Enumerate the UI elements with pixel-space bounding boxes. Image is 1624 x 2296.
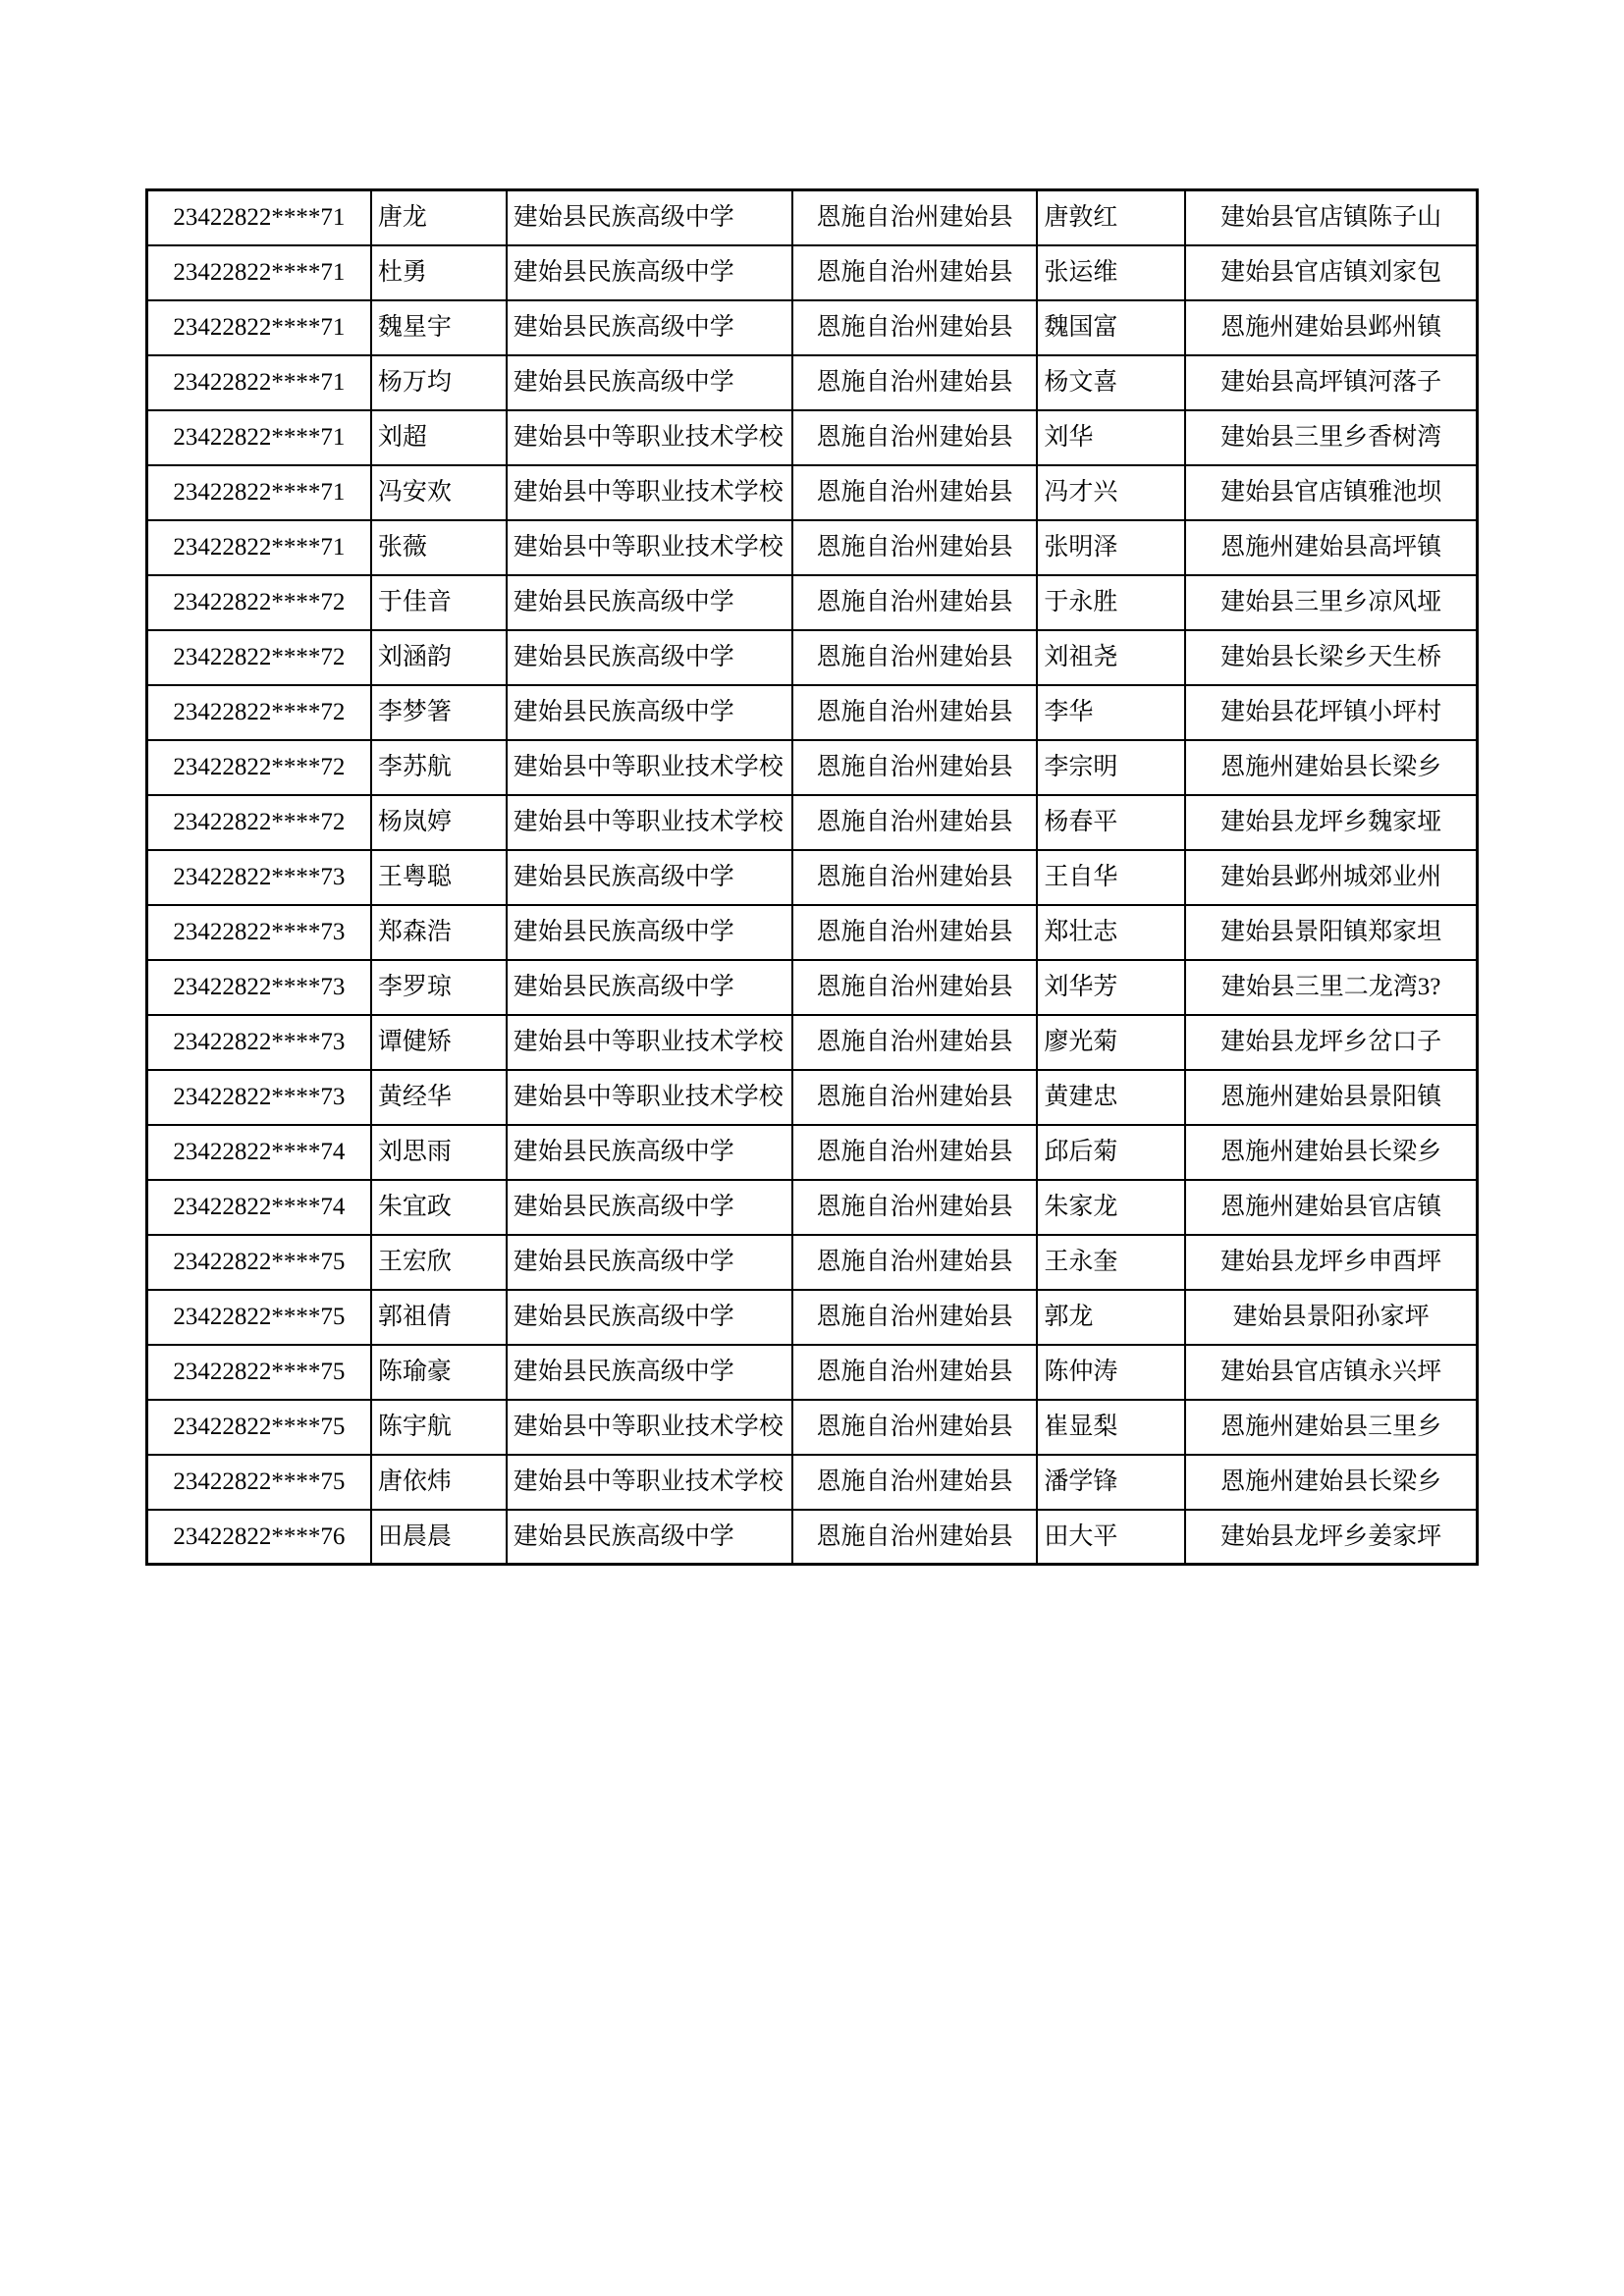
cell-name: 于佳音 (371, 575, 507, 630)
cell-address: 恩施州建始县长梁乡 (1185, 1455, 1477, 1510)
table-row (147, 1455, 1478, 1510)
cell-name: 郑森浩 (371, 905, 507, 960)
cell-name: 魏星宇 (371, 300, 507, 355)
cell-id: 23422822****73 (147, 905, 371, 960)
cell-id: 23422822****72 (147, 740, 371, 795)
cell-name: 刘思雨 (371, 1125, 507, 1180)
roster-table-body (147, 190, 1478, 1565)
table-row (147, 520, 1478, 575)
cell-school: 建始县中等职业技术学校 (507, 795, 792, 850)
cell-school: 建始县民族高级中学 (507, 1125, 792, 1180)
cell-name: 杨岚婷 (371, 795, 507, 850)
cell-school: 建始县民族高级中学 (507, 1290, 792, 1345)
cell-id: 23422822****72 (147, 630, 371, 685)
cell-guardian: 潘学锋 (1037, 1455, 1185, 1510)
cell-name: 王粤聪 (371, 850, 507, 905)
cell-id: 23422822****73 (147, 1015, 371, 1070)
table-row (147, 905, 1478, 960)
table-row (147, 1125, 1478, 1180)
cell-guardian: 崔显梨 (1037, 1400, 1185, 1455)
table-row (147, 1400, 1478, 1455)
cell-name: 谭健矫 (371, 1015, 507, 1070)
cell-region: 恩施自治州建始县 (792, 355, 1038, 410)
cell-school: 建始县中等职业技术学校 (507, 740, 792, 795)
cell-region: 恩施自治州建始县 (792, 850, 1038, 905)
table-row (147, 300, 1478, 355)
cell-region: 恩施自治州建始县 (792, 630, 1038, 685)
cell-address: 恩施州建始县三里乡 (1185, 1400, 1477, 1455)
cell-address: 建始县龙坪乡姜家坪 (1185, 1510, 1477, 1565)
cell-region: 恩施自治州建始县 (792, 1125, 1038, 1180)
cell-id: 23422822****73 (147, 1070, 371, 1125)
cell-address: 建始县官店镇陈子山 (1185, 190, 1477, 245)
cell-guardian: 唐敦红 (1037, 190, 1185, 245)
cell-school: 建始县民族高级中学 (507, 300, 792, 355)
cell-guardian: 黄建忠 (1037, 1070, 1185, 1125)
cell-school: 建始县中等职业技术学校 (507, 1455, 792, 1510)
cell-region: 恩施自治州建始县 (792, 740, 1038, 795)
cell-guardian: 王自华 (1037, 850, 1185, 905)
cell-id: 23422822****75 (147, 1400, 371, 1455)
cell-name: 郭祖倩 (371, 1290, 507, 1345)
table-row (147, 190, 1478, 245)
cell-address: 恩施州建始县长梁乡 (1185, 740, 1477, 795)
cell-guardian: 于永胜 (1037, 575, 1185, 630)
cell-region: 恩施自治州建始县 (792, 905, 1038, 960)
cell-id: 23422822****71 (147, 300, 371, 355)
cell-school: 建始县民族高级中学 (507, 1345, 792, 1400)
cell-region: 恩施自治州建始县 (792, 1235, 1038, 1290)
cell-address: 建始县景阳镇郑家坦 (1185, 905, 1477, 960)
cell-name: 刘超 (371, 410, 507, 465)
cell-id: 23422822****74 (147, 1125, 371, 1180)
cell-address: 建始县龙坪乡魏家垭 (1185, 795, 1477, 850)
cell-name: 陈瑜豪 (371, 1345, 507, 1400)
cell-school: 建始县民族高级中学 (507, 685, 792, 740)
cell-address: 恩施州建始县官店镇 (1185, 1180, 1477, 1235)
cell-name: 唐龙 (371, 190, 507, 245)
cell-school: 建始县民族高级中学 (507, 245, 792, 300)
cell-name: 杨万均 (371, 355, 507, 410)
cell-id: 23422822****75 (147, 1290, 371, 1345)
cell-region: 恩施自治州建始县 (792, 245, 1038, 300)
cell-name: 王宏欣 (371, 1235, 507, 1290)
table-row (147, 465, 1478, 520)
cell-address: 建始县龙坪乡申酉坪 (1185, 1235, 1477, 1290)
cell-id: 23422822****74 (147, 1180, 371, 1235)
cell-guardian: 刘祖尧 (1037, 630, 1185, 685)
cell-school: 建始县民族高级中学 (507, 1510, 792, 1565)
cell-school: 建始县中等职业技术学校 (507, 1015, 792, 1070)
table-row (147, 1290, 1478, 1345)
cell-name: 李苏航 (371, 740, 507, 795)
cell-id: 23422822****72 (147, 575, 371, 630)
cell-name: 冯安欢 (371, 465, 507, 520)
cell-region: 恩施自治州建始县 (792, 465, 1038, 520)
cell-region: 恩施自治州建始县 (792, 575, 1038, 630)
table-row (147, 1015, 1478, 1070)
cell-region: 恩施自治州建始县 (792, 960, 1038, 1015)
cell-guardian: 郭龙 (1037, 1290, 1185, 1345)
cell-school: 建始县民族高级中学 (507, 630, 792, 685)
cell-name: 黄经华 (371, 1070, 507, 1125)
cell-id: 23422822****71 (147, 190, 371, 245)
cell-region: 恩施自治州建始县 (792, 1345, 1038, 1400)
cell-guardian: 李宗明 (1037, 740, 1185, 795)
cell-id: 23422822****71 (147, 355, 371, 410)
cell-school: 建始县民族高级中学 (507, 850, 792, 905)
cell-address: 建始县三里乡香树湾 (1185, 410, 1477, 465)
cell-address: 建始县官店镇刘家包 (1185, 245, 1477, 300)
cell-guardian: 张运维 (1037, 245, 1185, 300)
cell-guardian: 田大平 (1037, 1510, 1185, 1565)
table-row (147, 960, 1478, 1015)
table-row (147, 685, 1478, 740)
cell-id: 23422822****73 (147, 850, 371, 905)
cell-school: 建始县中等职业技术学校 (507, 1400, 792, 1455)
cell-id: 23422822****71 (147, 245, 371, 300)
table-row (147, 1345, 1478, 1400)
cell-school: 建始县民族高级中学 (507, 1235, 792, 1290)
table-row (147, 410, 1478, 465)
cell-id: 23422822****71 (147, 465, 371, 520)
cell-id: 23422822****75 (147, 1455, 371, 1510)
cell-school: 建始县中等职业技术学校 (507, 520, 792, 575)
cell-region: 恩施自治州建始县 (792, 1455, 1038, 1510)
cell-school: 建始县民族高级中学 (507, 905, 792, 960)
cell-region: 恩施自治州建始县 (792, 1015, 1038, 1070)
cell-id: 23422822****71 (147, 520, 371, 575)
cell-id: 23422822****75 (147, 1345, 371, 1400)
table-row (147, 1070, 1478, 1125)
cell-region: 恩施自治州建始县 (792, 795, 1038, 850)
cell-school: 建始县中等职业技术学校 (507, 1070, 792, 1125)
table-row (147, 795, 1478, 850)
table-row (147, 245, 1478, 300)
cell-guardian: 李华 (1037, 685, 1185, 740)
cell-region: 恩施自治州建始县 (792, 410, 1038, 465)
table-row (147, 850, 1478, 905)
cell-id: 23422822****75 (147, 1235, 371, 1290)
cell-address: 建始县龙坪乡岔口子 (1185, 1015, 1477, 1070)
cell-guardian: 刘华芳 (1037, 960, 1185, 1015)
cell-guardian: 刘华 (1037, 410, 1185, 465)
cell-address: 恩施州建始县高坪镇 (1185, 520, 1477, 575)
cell-region: 恩施自治州建始县 (792, 520, 1038, 575)
table-row (147, 1510, 1478, 1565)
cell-school: 建始县中等职业技术学校 (507, 410, 792, 465)
cell-name: 李罗琼 (371, 960, 507, 1015)
cell-region: 恩施自治州建始县 (792, 300, 1038, 355)
cell-address: 建始县三里乡凉风垭 (1185, 575, 1477, 630)
cell-region: 恩施自治州建始县 (792, 190, 1038, 245)
cell-id: 23422822****76 (147, 1510, 371, 1565)
cell-region: 恩施自治州建始县 (792, 1510, 1038, 1565)
cell-address: 建始县三里二龙湾3? (1185, 960, 1477, 1015)
cell-school: 建始县民族高级中学 (507, 1180, 792, 1235)
cell-address: 恩施州建始县长梁乡 (1185, 1125, 1477, 1180)
cell-guardian: 廖光菊 (1037, 1015, 1185, 1070)
cell-guardian: 邱后菊 (1037, 1125, 1185, 1180)
cell-region: 恩施自治州建始县 (792, 685, 1038, 740)
cell-name: 田晨晨 (371, 1510, 507, 1565)
cell-name: 陈宇航 (371, 1400, 507, 1455)
cell-region: 恩施自治州建始县 (792, 1180, 1038, 1235)
cell-region: 恩施自治州建始县 (792, 1400, 1038, 1455)
table-row (147, 740, 1478, 795)
cell-name: 朱宜政 (371, 1180, 507, 1235)
cell-id: 23422822****71 (147, 410, 371, 465)
cell-address: 建始县花坪镇小坪村 (1185, 685, 1477, 740)
table-row (147, 575, 1478, 630)
table-row (147, 1235, 1478, 1290)
cell-region: 恩施自治州建始县 (792, 1070, 1038, 1125)
cell-name: 杜勇 (371, 245, 507, 300)
cell-guardian: 朱家龙 (1037, 1180, 1185, 1235)
cell-address: 恩施州建始县景阳镇 (1185, 1070, 1477, 1125)
table-row (147, 355, 1478, 410)
cell-id: 23422822****72 (147, 795, 371, 850)
cell-guardian: 郑壮志 (1037, 905, 1185, 960)
cell-name: 刘涵韵 (371, 630, 507, 685)
cell-id: 23422822****73 (147, 960, 371, 1015)
cell-id: 23422822****72 (147, 685, 371, 740)
cell-name: 李梦箸 (371, 685, 507, 740)
cell-guardian: 杨文喜 (1037, 355, 1185, 410)
cell-guardian: 王永奎 (1037, 1235, 1185, 1290)
cell-address: 建始县长梁乡天生桥 (1185, 630, 1477, 685)
cell-school: 建始县民族高级中学 (507, 190, 792, 245)
cell-address: 建始县官店镇永兴坪 (1185, 1345, 1477, 1400)
cell-guardian: 张明泽 (1037, 520, 1185, 575)
cell-school: 建始县民族高级中学 (507, 960, 792, 1015)
cell-name: 张薇 (371, 520, 507, 575)
table-row (147, 1180, 1478, 1235)
cell-guardian: 冯才兴 (1037, 465, 1185, 520)
cell-guardian: 杨春平 (1037, 795, 1185, 850)
cell-address: 建始县景阳孙家坪 (1185, 1290, 1477, 1345)
cell-guardian: 陈仲涛 (1037, 1345, 1185, 1400)
table-row (147, 630, 1478, 685)
cell-school: 建始县中等职业技术学校 (507, 465, 792, 520)
cell-address: 建始县高坪镇河落子 (1185, 355, 1477, 410)
roster-table (145, 188, 1479, 1566)
cell-region: 恩施自治州建始县 (792, 1290, 1038, 1345)
roster-table-container (145, 188, 1479, 1566)
cell-name: 唐依炜 (371, 1455, 507, 1510)
cell-address: 建始县官店镇雅池坝 (1185, 465, 1477, 520)
cell-school: 建始县民族高级中学 (507, 575, 792, 630)
cell-address: 建始县邺州城郊业州 (1185, 850, 1477, 905)
cell-guardian: 魏国富 (1037, 300, 1185, 355)
cell-address: 恩施州建始县邺州镇 (1185, 300, 1477, 355)
cell-school: 建始县民族高级中学 (507, 355, 792, 410)
